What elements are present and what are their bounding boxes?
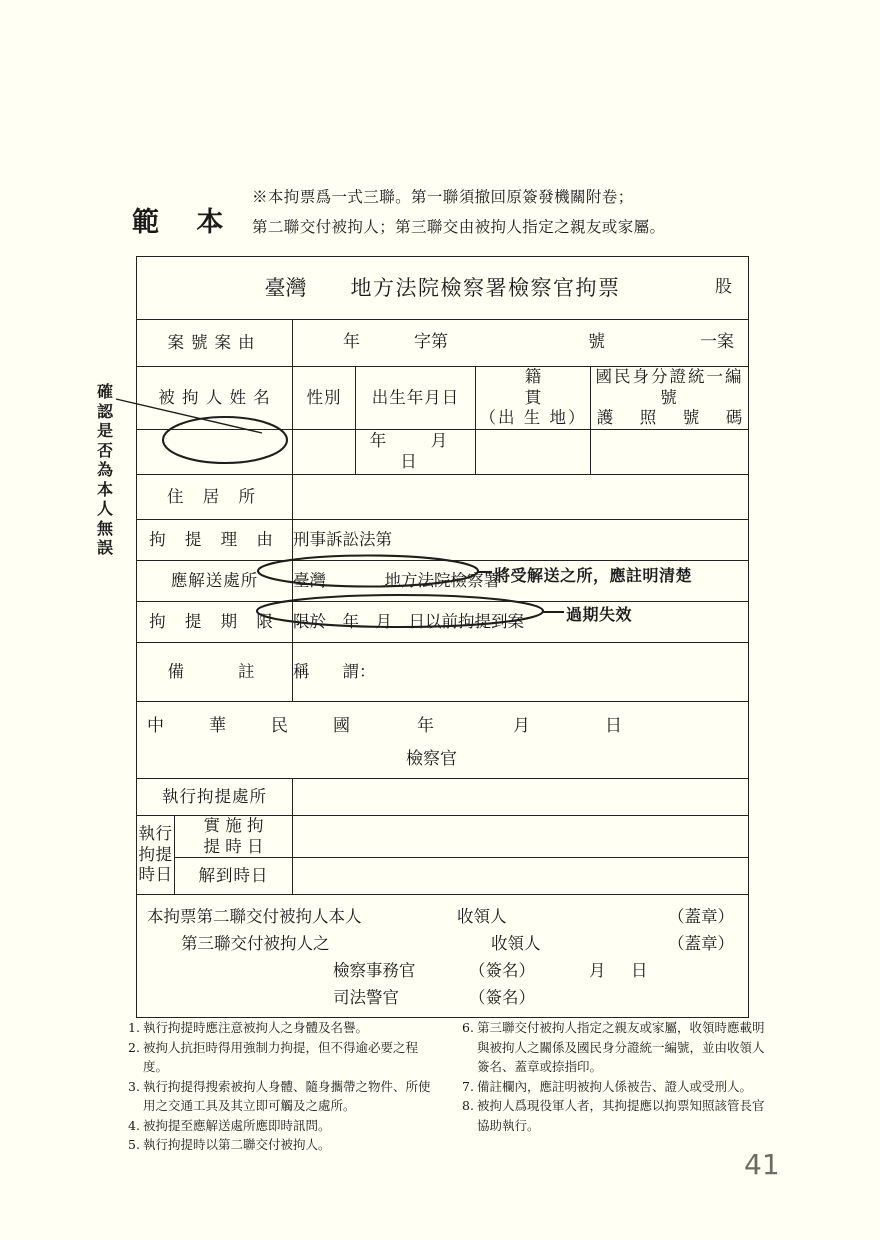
footnote-number: 1.	[128, 1020, 140, 1035]
case-year-field: 年	[343, 332, 360, 353]
form-title-main: 地方法院檢察署檢察官拘票	[350, 275, 621, 300]
case-one-case-field: 一案	[700, 332, 734, 353]
person-value-row	[137, 429, 749, 474]
footnote-text: 執行拘提得搜索被拘人身體、隨身攜帶之物件、所使用之交通工具及其立即可觸及之處所。	[143, 1078, 431, 1113]
footnote-text: 被拘人爲現役軍人者，其拘提應以拘票知照該管長官協助執行。	[477, 1098, 765, 1133]
footnote-number: 8.	[462, 1098, 474, 1113]
receipt-line-police	[147, 984, 734, 1011]
footnote-item	[128, 1077, 440, 1116]
header-note	[252, 182, 665, 242]
time-limit-row	[137, 601, 749, 642]
remark-row	[137, 642, 749, 701]
execution-time-row-2	[137, 858, 749, 895]
receipt-copy3-text: 第三聯交付被拘人之	[181, 934, 330, 954]
delivery-time-value[interactable]	[293, 858, 749, 895]
arrest-time-value[interactable]	[293, 815, 749, 857]
form-title-prefix: 臺灣	[264, 275, 307, 300]
receipt-line-copy2	[147, 903, 734, 930]
execution-place-label: 執行拘提處所	[137, 778, 293, 815]
footnote-text: 被拘提至應解送處所應即時訊問。	[143, 1117, 331, 1133]
footnote-item	[462, 1018, 774, 1077]
footnote-text: 被拘人抗拒時得用強制力拘提，但不得逾必要之程度。	[143, 1039, 419, 1074]
id-number-header	[591, 367, 749, 430]
footnotes-left-column	[128, 1018, 440, 1155]
side-annotation-char: 無	[96, 518, 113, 538]
footnote-number: 7.	[462, 1078, 474, 1094]
roc-hua: 華	[209, 715, 226, 736]
annotation-limit-note: 過期失效	[566, 605, 633, 624]
execution-time-row-1	[137, 815, 749, 857]
footnote-text: 執行拘提時以第二聯交付被拘人。	[143, 1137, 331, 1152]
footnote-text: 執行拘提時應注意被拘人之身體及名譽。	[143, 1020, 369, 1035]
time-limit-label: 拘 提 期 限	[137, 601, 293, 642]
side-annotation-char: 認	[96, 401, 113, 421]
footnote-number: 3.	[128, 1078, 140, 1094]
case-number-field: 號	[588, 332, 605, 353]
side-annotation-char: 為	[96, 460, 113, 479]
footnote-text: 第三聯交付被拘人指定之親友或家屬，收領時應載明與被拘人之關係及國民身分證統一編號，並由收領人簽名、蓋章或捺指印。	[477, 1020, 765, 1074]
execution-group-line2: 拘提	[138, 844, 173, 864]
footnote-item	[128, 1018, 440, 1038]
side-annotation-char: 確	[96, 382, 113, 401]
case-number-row	[137, 320, 749, 367]
id-header-line1: 國民身分證統一編號	[595, 367, 744, 407]
receipt-copy3-receiver[interactable]: 收領人	[491, 934, 541, 954]
clerk-role-label: 檢察事務官	[333, 961, 416, 981]
case-number-label: 案號案由	[137, 320, 293, 367]
reason-value[interactable]: 刑事訴訟法第	[293, 519, 749, 560]
execution-group-line3: 時日	[138, 865, 173, 885]
footnote-item	[128, 1038, 440, 1077]
residence-row	[137, 474, 749, 519]
id-number-value[interactable]	[591, 429, 749, 474]
side-annotation-vertical	[92, 382, 118, 558]
execution-group-line1: 執行	[138, 824, 173, 844]
warrant-form-table	[136, 256, 749, 1018]
footnote-text: 備註欄內，應註明被拘人係被告、證人或受刑人。	[477, 1078, 753, 1094]
origin-header-line1: 籍 貫	[524, 367, 611, 407]
side-annotation-char: 人	[96, 499, 113, 518]
police-role-label: 司法警官	[333, 988, 399, 1008]
side-annotation-char: 誤	[96, 538, 113, 557]
reason-row	[137, 519, 749, 560]
birthdate-header: 出生年月日	[356, 367, 476, 430]
roc-date-line	[137, 710, 748, 737]
clerk-month-field[interactable]: 月	[589, 961, 606, 981]
sample-label: 範 本	[132, 207, 238, 238]
footnote-number: 4.	[128, 1117, 140, 1133]
side-annotation-char: 是	[96, 421, 113, 440]
footnotes-right-column	[462, 1018, 774, 1155]
header-note-line-2: 第二聯交付被拘人；第三聯交由被拘人指定之親友或家屬。	[252, 218, 666, 236]
roc-min: 民	[271, 715, 288, 736]
receipt-line-copy3	[147, 930, 734, 957]
residence-value[interactable]	[293, 474, 749, 519]
prosecutor-signature-label: 檢察官	[406, 748, 457, 769]
arrest-time-label	[175, 815, 293, 857]
deliver-place-prefix: 臺灣	[293, 570, 326, 590]
receipt-copy3-seal[interactable]: （蓋章）	[668, 934, 734, 954]
footnote-item	[462, 1096, 774, 1135]
footnote-number: 2.	[128, 1039, 140, 1055]
footnote-number: 6.	[462, 1020, 474, 1035]
deliver-place-suffix: 地方法院檢察署	[384, 570, 500, 590]
footnote-item	[462, 1077, 774, 1097]
clerk-signature-field[interactable]: （簽名）	[469, 961, 535, 981]
origin-header-line2: （出 生 地）	[479, 408, 587, 428]
receipt-copy2-text: 本拘票第二聯交付被拘人本人	[147, 907, 362, 927]
form-title-row	[137, 257, 749, 320]
gender-header: 性別	[293, 367, 356, 430]
receipt-block	[137, 895, 748, 1017]
roc-day[interactable]: 日	[605, 715, 622, 736]
reason-label: 拘 提 理 由	[137, 519, 293, 560]
origin-header	[476, 367, 611, 430]
origin-value[interactable]	[476, 429, 591, 474]
delivery-time-label: 解到時日	[175, 858, 293, 895]
roc-year[interactable]: 年	[417, 715, 434, 736]
detainee-name-header: 被 拘 人 姓 名	[137, 367, 293, 430]
remark-label: 備 註	[137, 642, 293, 701]
annotation-deliver-note: 將受解送之所，應註明清楚	[494, 566, 693, 585]
issue-date-row	[137, 701, 749, 778]
receipt-copy2-receiver[interactable]: 收領人	[457, 907, 507, 927]
birthdate-value[interactable]: 年 月 日	[356, 429, 476, 474]
time-limit-value[interactable]: 限於 年 月 日以前拘提到案	[293, 601, 749, 642]
side-annotation-char: 本	[96, 479, 113, 499]
footnotes	[128, 1018, 774, 1155]
execution-place-row	[137, 778, 749, 815]
execution-time-group-label	[137, 815, 175, 894]
residence-label: 住 居 所	[137, 474, 293, 519]
remark-value[interactable]: 稱 謂：	[293, 642, 749, 701]
roc-zhong: 中	[147, 715, 164, 736]
header-note-line-1: ※本拘票爲一式三聯。第一聯須撤回原簽發機關附卷；	[252, 188, 634, 206]
id-header-line2: 護 照 號 碼	[596, 408, 748, 428]
clerk-day-field[interactable]: 日	[631, 961, 648, 981]
detainee-name-value[interactable]	[137, 429, 293, 474]
roc-guo: 國	[333, 715, 350, 736]
footnote-item	[128, 1116, 440, 1136]
footnote-number: 5.	[128, 1137, 140, 1152]
receipt-row	[137, 895, 749, 1018]
receipt-line-clerk	[147, 957, 734, 984]
deliver-place-label: 應解送處所	[137, 560, 293, 601]
form-title-suffix: 股	[715, 277, 732, 298]
gender-value[interactable]	[293, 429, 356, 474]
page-number: 41	[744, 1148, 780, 1181]
side-annotation-char: 否	[96, 440, 113, 460]
footnote-item	[128, 1135, 440, 1155]
person-header-row	[137, 367, 749, 430]
police-signature-field[interactable]: （簽名）	[469, 988, 535, 1008]
receipt-copy2-seal[interactable]: （蓋章）	[668, 907, 734, 927]
arrest-time-label-line1: 實 施 拘	[203, 815, 264, 835]
case-word-field: 字第	[414, 332, 448, 353]
roc-month[interactable]: 月	[513, 715, 530, 736]
execution-place-value[interactable]	[293, 778, 749, 815]
arrest-time-label-line2: 提 時 日	[203, 836, 264, 856]
